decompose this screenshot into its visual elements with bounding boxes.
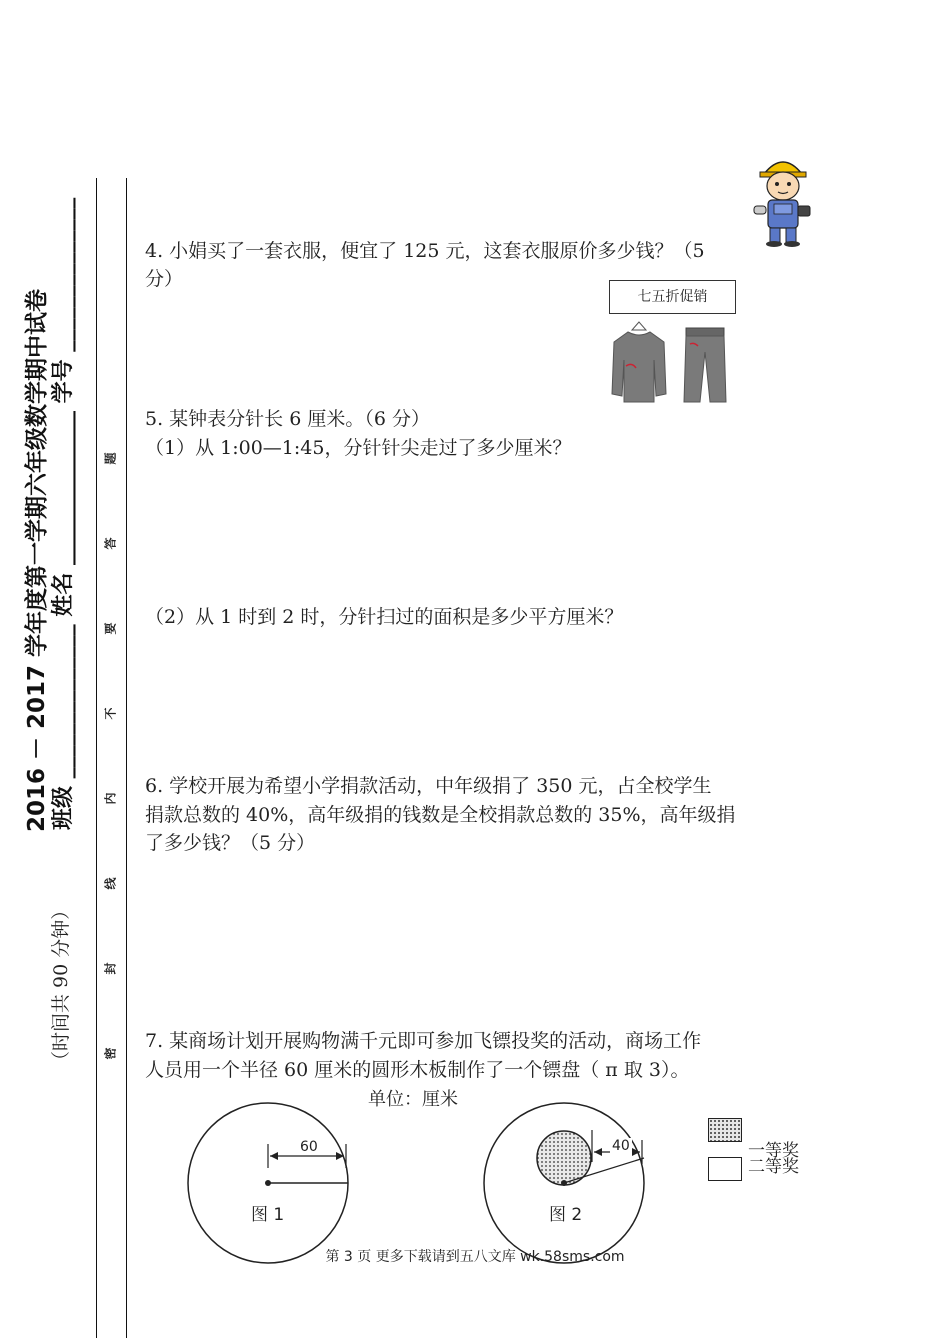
- figure-2-value: 40: [612, 1138, 630, 1154]
- question-5-title: 5. 某钟表分针长 6 厘米。（6 分）: [145, 408, 430, 430]
- seal-char: 题: [103, 452, 118, 465]
- question-6-line-3: 了多少钱？（5 分）: [145, 832, 316, 854]
- seal-char: 要: [103, 622, 118, 635]
- sweater-icon: [610, 320, 668, 404]
- figure-2-diagram: [476, 1100, 656, 1270]
- question-6-line-1: 6. 学校开展为希望小学捐款活动，中年级捐了 350 元，占全校学生: [145, 775, 712, 797]
- question-7-line-2: 人员用一个半径 60 厘米的圆形木板制作了一个镖盘（ π 取 3）。: [145, 1059, 690, 1081]
- legend-second-prize-swatch: [708, 1157, 742, 1181]
- legend-second-prize-label: 二等奖: [748, 1157, 799, 1177]
- figure-1-label: 图 1: [251, 1205, 285, 1225]
- seal-char: 内: [103, 792, 118, 805]
- exam-title: 2016 － 2017 学年度第一学期六年级数学期中试卷: [24, 288, 50, 832]
- seal-char: 不: [103, 707, 118, 720]
- seal-char: 答: [103, 537, 118, 550]
- question-6-line-2: 捐款总数的 40%，高年级捐的钱数是全校捐款总数的 35%，高年级捐: [145, 804, 736, 826]
- student-info-fields: 班级 ______________ 姓名 ______________ 学号 ______________: [51, 197, 76, 830]
- question-7-line-1: 7. 某商场计划开展购物满千元即可参加飞镖投奖的活动，商场工作: [145, 1030, 702, 1052]
- exam-time: （时间共 90 分钟）: [50, 900, 72, 1070]
- margin-line-left: [96, 178, 97, 1338]
- figure-2-label: 图 2: [549, 1205, 583, 1225]
- seal-char: 线: [103, 877, 118, 890]
- legend-first-prize-label: 一等奖: [748, 1141, 799, 1161]
- question-4-line-2: 分）: [145, 268, 184, 290]
- pants-icon: [680, 326, 730, 404]
- figure-1-diagram: [180, 1100, 360, 1270]
- figure-1-value: 60: [300, 1139, 318, 1155]
- question-5-sub-2: （2）从 1 时到 2 时，分针扫过的面积是多少平方厘米？: [145, 606, 624, 628]
- promo-label: 七五折促销: [609, 280, 736, 314]
- worker-cartoon-icon: [750, 150, 816, 248]
- unit-label: 单位：厘米: [368, 1089, 458, 1110]
- seal-char: 封: [103, 962, 118, 975]
- page-footer: 第 3 页 更多下载请到五八文库 wk.58sms.com: [325, 1249, 625, 1265]
- question-4-line-1: 4. 小娟买了一套衣服，便宜了 125 元，这套衣服原价多少钱？（5: [145, 240, 705, 262]
- question-5-sub-1: （1）从 1:00—1:45，分针针尖走过了多少厘米？: [145, 437, 572, 459]
- seal-char: 密: [103, 1047, 118, 1060]
- legend-first-prize-swatch: [708, 1118, 742, 1142]
- margin-line-right: [126, 178, 127, 1338]
